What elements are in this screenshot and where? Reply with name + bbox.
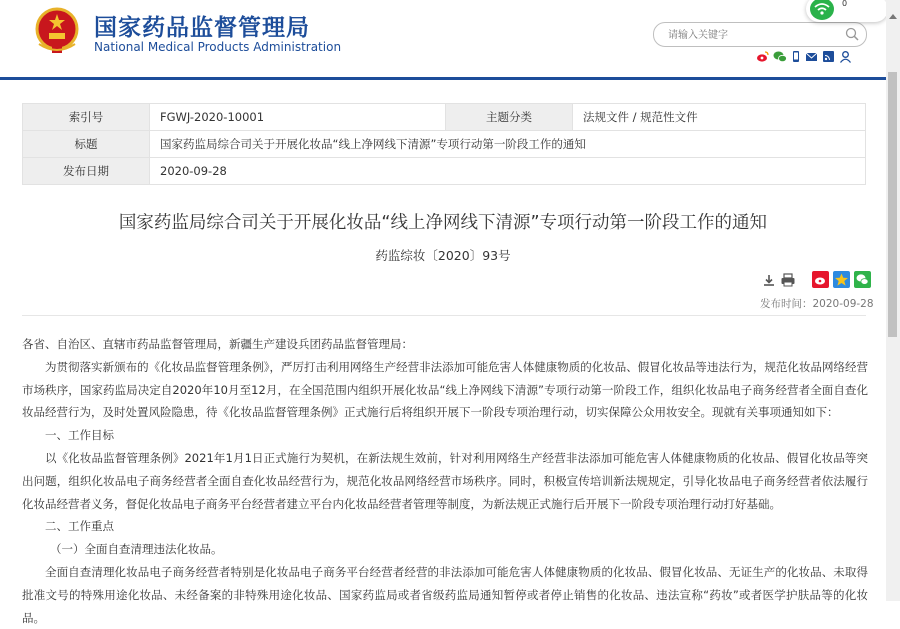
document-tools (762, 271, 871, 288)
publish-time: 发布时间：2020-09-28 (760, 298, 874, 310)
print-icon[interactable] (780, 273, 796, 287)
weibo-share-icon[interactable] (812, 271, 829, 288)
network-status-line2: 0 (842, 0, 848, 8)
site-title-en[interactable]: National Medical Products Administration (94, 40, 342, 54)
user-icon[interactable] (839, 50, 852, 63)
mobile-icon[interactable] (791, 50, 801, 63)
scrollbar-thumb[interactable] (888, 72, 897, 337)
share-bar (756, 50, 852, 66)
email-icon[interactable] (805, 50, 818, 63)
wechat-icon[interactable] (773, 50, 787, 63)
subsection-heading: （一）全面自查清理违法化妆品。 (50, 542, 223, 557)
document-number: 药监综妆〔2020〕93号 (375, 248, 511, 263)
title-label: 标题 (23, 131, 150, 158)
salutation: 各省、自治区、直辖市药品监督管理局，新疆生产建设兵团药品监督管理局： (22, 337, 413, 351)
section-heading: 一、工作目标 (45, 428, 114, 443)
document-meta-table (22, 103, 866, 185)
download-icon[interactable] (762, 273, 776, 287)
qzone-share-icon[interactable] (833, 271, 850, 288)
document-title: 国家药监局综合司关于开展化妆品“线上净网线下清源”专项行动第一阶段工作的通知 (118, 213, 768, 233)
date-label: 发布日期 (23, 158, 150, 185)
site-header (0, 0, 900, 78)
index-label: 索引号 (23, 104, 150, 131)
body-paragraph: 全面自查清理化妆品电子商务经营者特别是化妆品电子商务平台经营者经营的非法添加可能危害人体健康物质的化妆品、假冒化妆品、无证生产的化妆品、未取得批准文号的特殊用途化妆品、未经备案的非特殊用途化妆品、国家药监局或者省级药监局通知暂停或者停止销售的化妆品、违法宣称“药妆”或者医学护肤品等的化妆品。 (22, 564, 868, 625)
category-label: 主题分类 (446, 104, 573, 131)
search-icon[interactable] (844, 26, 860, 42)
index-value: FGWJ-2020-10001 (150, 104, 446, 131)
network-status-text (842, 0, 847, 9)
wechat-share-icon[interactable] (854, 271, 871, 288)
site-title[interactable]: 国家药品监督管理局 (94, 15, 310, 41)
rss-icon[interactable] (822, 50, 835, 63)
content-divider (22, 315, 866, 316)
search-input[interactable] (666, 25, 840, 45)
title-value: 国家药监局综合司关于开展化妆品“线上净网线下清源”专项行动第一阶段工作的通知 (150, 131, 866, 158)
category-value: 法规文件 / 规范性文件 (573, 104, 866, 131)
date-value: 2020-09-28 (150, 158, 866, 185)
document-body (22, 333, 868, 629)
network-status-badge (806, 0, 888, 22)
wifi-icon (810, 0, 834, 20)
header-divider (0, 77, 886, 80)
body-paragraph: 为贯彻落实新颁布的《化妆品监督管理条例》，严厉打击利用网络生产经营非法添加可能危害人体健康物质的化妆品、假冒化妆品等违法行为，规范化妆品网络经营市场秩序，国家药监局决定自2020年10月至12月，在全国范围内组织开展化妆品“线上净网线下清源”专项行动第一阶段工作，组织化妆品电子商务经营者全面自查化妆品经营行为，及时处置风险隐患，待《化妆品监督管理条例》正式施行后将组织开展下一阶段专项治理行动，切实保障公众用妆安全。现就有关事项通知如下： (22, 359, 868, 420)
body-paragraph: 以《化妆品监督管理条例》2021年1月1日正式施行为契机，在新法规生效前，针对利用网络生产经营非法添加可能危害人体健康物质的化妆品、假冒化妆品等突出问题，组织化妆品电子商务经营者全面自查化妆品经营行为，规范化妆品网络经营市场秩序。同时，积极宣传培训新法规规定，引导化妆品电子商务经营者依法履行化妆品经营者义务，督促化妆品电子商务平台经营者建立平台内化妆品经营者管理等制度，为新法规正式施行后开展下一阶段专项治理行动打好基础。 (22, 450, 868, 511)
national-emblem-logo (34, 6, 80, 54)
search-box[interactable] (653, 22, 867, 47)
scroll-up-arrow[interactable] (889, 14, 897, 19)
section-heading: 二、工作重点 (45, 519, 114, 534)
weibo-icon[interactable] (756, 50, 769, 63)
